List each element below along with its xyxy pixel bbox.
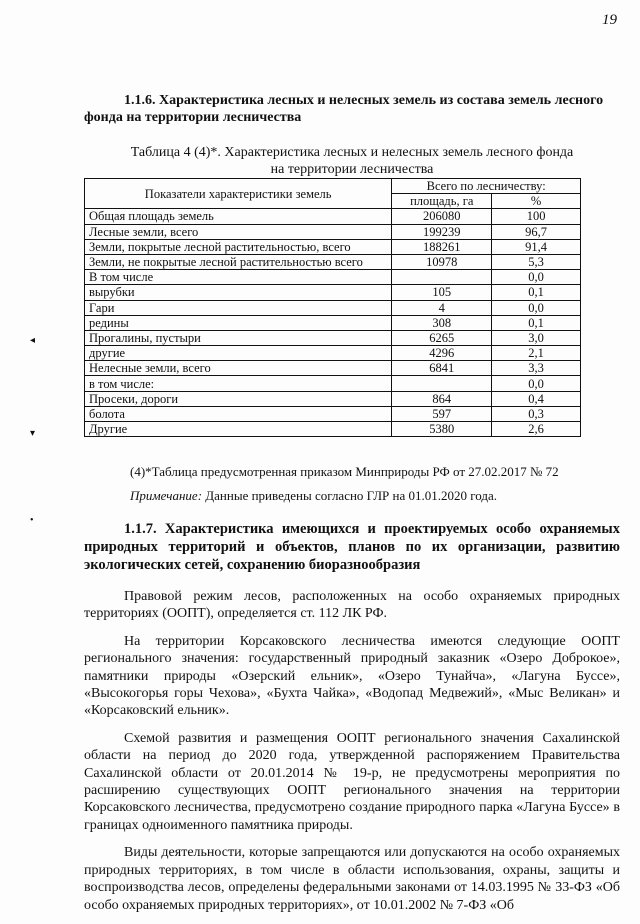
table-footnote: (4)*Таблица предусмотренная приказом Минприроды РФ от 27.02.2017 № 72	[130, 464, 559, 479]
row-label: В том числе	[85, 270, 392, 285]
table-row	[85, 209, 581, 224]
note-label: Примечание:	[130, 488, 203, 503]
row-percent: 91,4	[492, 239, 581, 254]
table-caption	[84, 144, 620, 178]
row-area: 6841	[392, 361, 492, 376]
row-percent: 3,0	[492, 330, 581, 345]
note-text: Данные приведены согласно ГЛР на 01.01.2020 года.	[202, 488, 498, 503]
table-row	[85, 391, 581, 406]
row-label: в том числе:	[85, 376, 392, 391]
row-percent: 5,3	[492, 254, 581, 269]
row-label: болота	[85, 406, 392, 421]
row-label: Нелесные земли, всего	[85, 361, 392, 376]
row-percent: 0,4	[492, 391, 581, 406]
table-caption-line1: Таблица 4 (4)*. Характеристика лесных и нелесных земель лесного фонда	[130, 145, 574, 160]
row-label: Прогалины, пустыри	[85, 330, 392, 345]
row-percent: 2,1	[492, 346, 581, 361]
table-row	[85, 376, 581, 391]
section-1-6-title: 1.1.6. Характеристика лесных и нелесных земель из состава земель лесного фонда на территории лесничества	[84, 93, 604, 125]
row-label: редины	[85, 315, 392, 330]
body-text	[84, 588, 620, 924]
header-area: площадь, га	[392, 194, 492, 209]
row-area: 6265	[392, 330, 492, 345]
section-1-7-title: 1.1.7. Характеристика имеющихся и проектируемых особо охраняемых природных территорий и объектов, планов по их организации, развитию экологических сетей, сохранению биоразнообразия	[84, 521, 620, 573]
table-row	[85, 300, 581, 315]
table-row	[85, 330, 581, 345]
row-label: Другие	[85, 422, 392, 437]
table-row	[85, 270, 581, 285]
row-percent: 0,0	[492, 376, 581, 391]
row-percent: 2,6	[492, 422, 581, 437]
row-percent: 3,3	[492, 361, 581, 376]
row-percent: 96,7	[492, 224, 581, 239]
margin-mark: ◂	[30, 335, 36, 346]
row-area: 308	[392, 315, 492, 330]
paragraph: Правовой режим лесов, расположенных на особо охраняемых природных территориях (ООПТ), определяется ст. 112 ЛК РФ.	[84, 589, 620, 622]
row-area: 188261	[392, 239, 492, 254]
table-note	[130, 488, 497, 504]
table-row	[85, 315, 581, 330]
row-label: Земли, покрытые лесной растительностью, всего	[85, 239, 392, 254]
row-area: 864	[392, 391, 492, 406]
row-label: Лесные земли, всего	[85, 224, 392, 239]
table-caption-line2: на территории лесничества	[270, 162, 434, 177]
row-percent: 0,1	[492, 285, 581, 300]
row-area	[392, 376, 492, 391]
row-label: Земли, не покрытые лесной растительностью всего	[85, 254, 392, 269]
table-row	[85, 406, 581, 421]
row-area: 597	[392, 406, 492, 421]
row-area: 10978	[392, 254, 492, 269]
row-area: 206080	[392, 209, 492, 224]
table-row	[85, 254, 581, 269]
header-percent: %	[492, 194, 581, 209]
header-total: Всего по лесничеству:	[392, 179, 581, 194]
row-percent: 100	[492, 209, 581, 224]
row-label: Общая площадь земель	[85, 209, 392, 224]
table-row	[85, 422, 581, 437]
header-indicator: Показатели характеристики земель	[85, 179, 392, 209]
row-area: 5380	[392, 422, 492, 437]
page-number: 19	[602, 12, 617, 28]
table-row	[85, 361, 581, 376]
row-percent: 0,0	[492, 300, 581, 315]
row-percent: 0,0	[492, 270, 581, 285]
land-characteristics-table	[84, 178, 581, 437]
row-area: 199239	[392, 224, 492, 239]
row-label: Гари	[85, 300, 392, 315]
table-row	[85, 346, 581, 361]
row-percent: 0,1	[492, 315, 581, 330]
row-area: 4296	[392, 346, 492, 361]
row-label: другие	[85, 346, 392, 361]
paragraph: Виды деятельности, которые запрещаются или допускаются на особо охраняемых природных территориях, в том числе в области использования, охраны, защиты и воспроизводства лесов, определены федеральными законами от 14.03.1995 № 33-ФЗ «Об особо охраняемых природных территориях», от 10.01.2002 № 7-ФЗ «Об	[84, 845, 620, 913]
row-percent: 0,3	[492, 406, 581, 421]
paragraph: Схемой развития и размещения ООПТ регионального значения Сахалинской области на период до 2020 года, утвержденной распоряжением Правительства Сахалинской области от 20.01.2014 № 19-р, не предусмотрены мероприятия по расширению существующих ООПТ регионального значения на территории Корсаковского лесничества, предусмотрено создание природного парка «Лагуна Буссе» в границах одноименного памятника природы.	[84, 730, 620, 833]
margin-mark: •	[30, 515, 34, 526]
paragraph: На территории Корсаковского лесничества имеются следующие ООПТ регионального значения: государственный природный заказник «Озеро Доброкое», памятники природы «Озерский ельник», «Озеро Тунайча», «Лагуна Буссе», «Высокогорья горы Чехова», «Бухта Чайка», «Водопад Медвежий», «Мыс Великан» и «Корсаковский ельник».	[84, 633, 620, 719]
row-label: вырубки	[85, 285, 392, 300]
row-area	[392, 270, 492, 285]
row-area: 105	[392, 285, 492, 300]
table-row	[85, 285, 581, 300]
table-row	[85, 239, 581, 254]
row-label: Просеки, дороги	[85, 391, 392, 406]
margin-mark: ▾	[30, 428, 36, 439]
table-row	[85, 224, 581, 239]
row-area: 4	[392, 300, 492, 315]
